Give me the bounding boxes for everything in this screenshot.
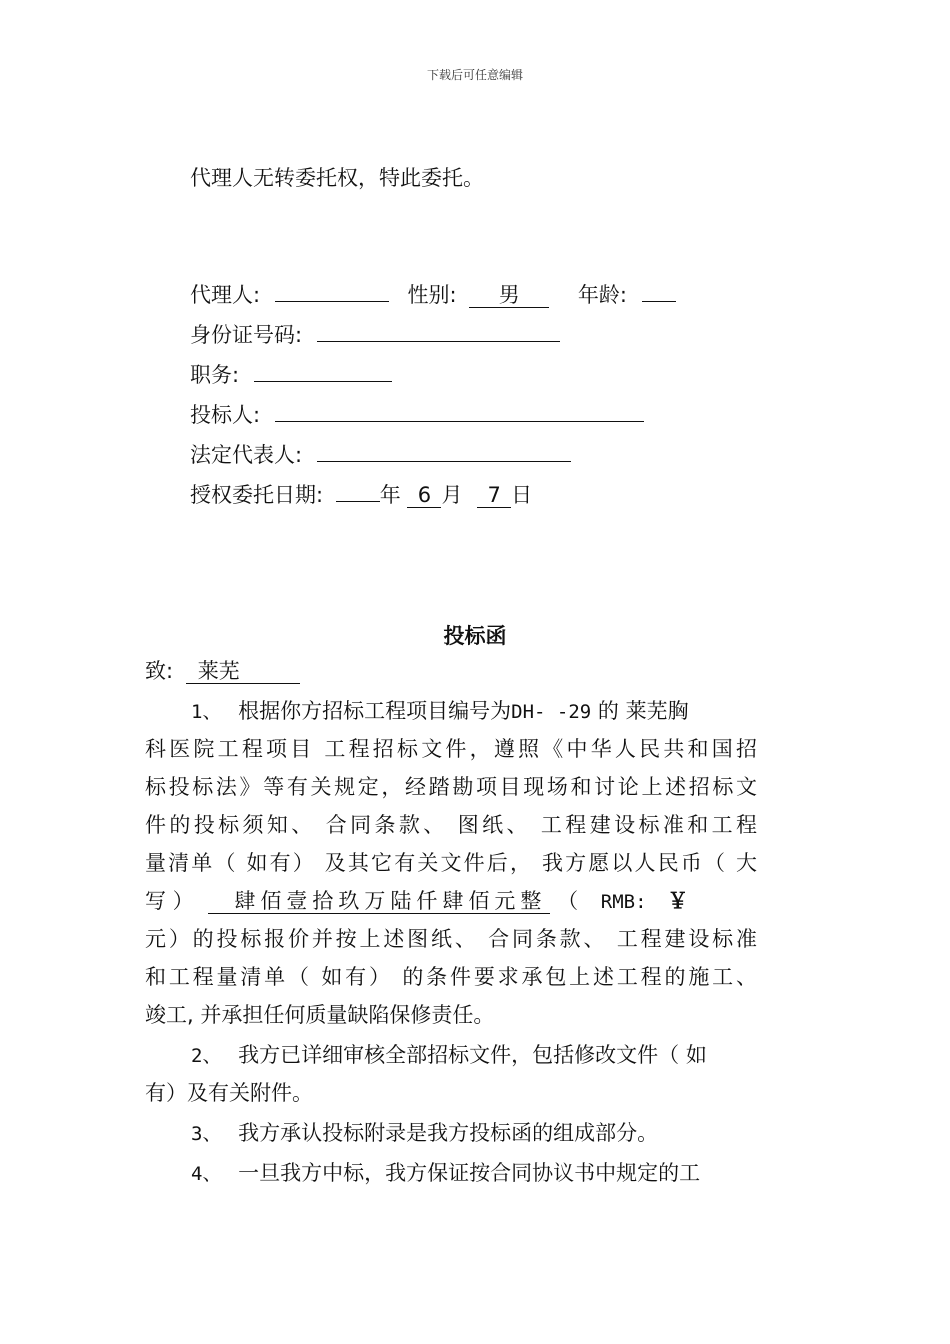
bidder-blank bbox=[275, 399, 644, 422]
project-code: DH- -29 bbox=[511, 701, 592, 723]
year-blank bbox=[336, 479, 380, 502]
position-blank bbox=[254, 359, 392, 382]
para1-line5: 量清单（ 如有） 及其它有关文件后， 我方愿以人民币（ 大 bbox=[145, 851, 757, 875]
para4-line1-text: 一旦我方中标，我方保证按合同协议书中规定的工 bbox=[238, 1161, 701, 1185]
addressee-value bbox=[186, 659, 300, 684]
amount-in-words: 肆佰壹拾玖万陆仟肆佰元整 bbox=[208, 889, 550, 914]
para2-line1-text: 我方已详细审核全部招标文件，包括修改文件（ 如 bbox=[238, 1043, 707, 1067]
para1-line1a: 根据你方招标工程项目编号为 bbox=[238, 699, 512, 723]
legal-rep-row bbox=[190, 439, 571, 469]
para1-line3: 标投标法》等有关规定，经踏勘项目现场和讨论上述招标文 bbox=[145, 775, 757, 799]
age-label: 年龄: bbox=[577, 283, 627, 307]
agent-row bbox=[190, 279, 676, 309]
gender-label: 性别: bbox=[407, 283, 457, 307]
position-row bbox=[190, 359, 392, 389]
bidder-label: 投标人: bbox=[190, 403, 261, 427]
para3-number: 3、 bbox=[191, 1123, 222, 1145]
para1-line4: 件的投标须知、 合同条款、 图纸、 工程建设标准和工程 bbox=[145, 813, 757, 837]
year-unit: 年 bbox=[379, 483, 401, 507]
para1-line6a: 写 ） bbox=[145, 889, 194, 913]
para2-number: 2、 bbox=[191, 1045, 222, 1067]
gender-value: 男 bbox=[469, 283, 549, 308]
agent-label: 代理人: bbox=[190, 283, 261, 307]
day-unit: 日 bbox=[511, 483, 533, 507]
legal-rep-blank bbox=[317, 439, 571, 462]
age-blank bbox=[642, 279, 676, 302]
no-transfer-statement: 代理人无转委托权，特此委托。 bbox=[190, 166, 484, 190]
id-label: 身份证号码: bbox=[190, 323, 303, 347]
para1-line8: 和工程量清单（ 如有） 的条件要求承包上述工程的施工、 bbox=[145, 965, 757, 989]
agent-blank bbox=[275, 279, 389, 302]
addressee-name: 莱芜 bbox=[197, 659, 240, 683]
id-row bbox=[190, 319, 560, 349]
para1-line6b: （ bbox=[557, 889, 579, 913]
yen-symbol: ￥ bbox=[667, 889, 689, 913]
header-note: 下载后可任意编辑 bbox=[426, 68, 523, 82]
para1-line1b: 的 莱芜胸 bbox=[597, 699, 689, 723]
month-value: 6 bbox=[407, 483, 441, 508]
para4-line1 bbox=[145, 1159, 757, 1188]
day-value: 7 bbox=[477, 483, 511, 508]
bid-letter-title: 投标函 bbox=[443, 624, 507, 648]
addressee-row bbox=[145, 657, 300, 685]
para2-line2: 有）及有关附件。 bbox=[145, 1081, 313, 1105]
para1-line6 bbox=[145, 887, 757, 916]
date-row bbox=[190, 479, 532, 509]
para2-line1 bbox=[145, 1041, 757, 1070]
para4-number: 4、 bbox=[191, 1163, 222, 1185]
para1-line2: 科医院工程项目 工程招标文件，遵照《中华人民共和国招 bbox=[145, 737, 757, 761]
rmb-label: RMB: bbox=[600, 891, 647, 913]
month-unit: 月 bbox=[441, 483, 463, 507]
position-label: 职务: bbox=[190, 363, 240, 387]
date-label: 授权委托日期: bbox=[190, 483, 324, 507]
para1-line9: 竣工, 并承担任何质量缺陷保修责任。 bbox=[145, 1003, 495, 1027]
para1-line1 bbox=[145, 697, 757, 726]
bidder-row bbox=[190, 399, 644, 429]
addressee-label: 致: bbox=[145, 659, 174, 683]
id-blank bbox=[317, 319, 560, 342]
para3-line1 bbox=[145, 1119, 757, 1148]
para3-line1-text: 我方承认投标附录是我方投标函的组成部分。 bbox=[238, 1121, 659, 1145]
legal-rep-label: 法定代表人: bbox=[190, 443, 303, 467]
para1-number: 1、 bbox=[191, 701, 222, 723]
para1-line7: 元）的投标报价并按上述图纸、 合同条款、 工程建设标准 bbox=[145, 927, 757, 951]
